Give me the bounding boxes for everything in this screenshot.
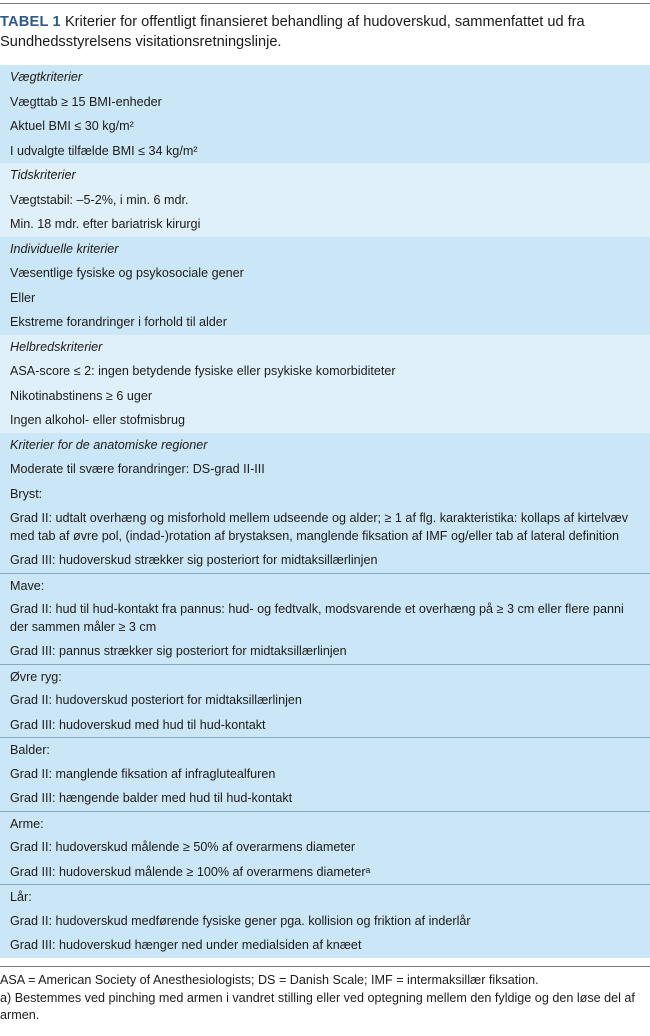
section-heading: Kriterier for de anatomiske regioner [0, 433, 650, 458]
table-row: Ekstreme forandringer i forhold til alder [0, 310, 650, 335]
table-row: Grad II: hud til hud-kontakt fra pannus: hud- og fedtvalk, modsvarende et overhæng på ≥ 3 cm eller flere panni der sammen måler ≥ 3 cm [0, 597, 650, 639]
table-row: Grad II: udtalt overhæng og misforhold mellem udseende og alder; ≥ 1 af flg. karakteristika: kollaps af kirtelvæv med tab af øvre pol, (indad-)rotation af brystaksen, manglende fiksation af IMF og/eller tab af lateral definition [0, 506, 650, 548]
table-row: Grad II: hudoverskud medførende fysiske gener pga. kollision og friktion af inderlår [0, 909, 650, 934]
section-heading: Helbredskriterier [0, 335, 650, 360]
table-row: Vægtstabil: –5-2%, i min. 6 mdr. [0, 188, 650, 213]
table-row: Grad III: hængende balder med hud til hud-kontakt [0, 786, 650, 811]
table-row: Mave: [0, 573, 650, 598]
section-heading: Vægtkriterier [0, 65, 650, 90]
footnote-a: a) Bestemmes ved pinching med armen i vandret stilling eller ved optegning mellem den fyldige og den løse del af armen. [0, 990, 635, 1022]
table-row: Moderate til svære forandringer: DS-grad II-III [0, 457, 650, 482]
table-row: I udvalgte tilfælde BMI ≤ 34 kg/m² [0, 139, 650, 164]
table-row: Grad II: hudoverskud målende ≥ 50% af overarmens diameter [0, 835, 650, 860]
section-heading: Tidskriterier [0, 163, 650, 188]
table-row: ASA-score ≤ 2: ingen betydende fysiske eller psykiske komorbiditeter [0, 359, 650, 384]
table-row: Grad III: hudoverskud strækker sig posteriort for midtaksillærlinjen [0, 548, 650, 573]
table-row: Min. 18 mdr. efter bariatrisk kirurgi [0, 212, 650, 237]
table-row: Grad III: pannus strækker sig posteriort for midtaksillærlinjen [0, 639, 650, 664]
table-row: Lår: [0, 884, 650, 909]
table-row: Aktuel BMI ≤ 30 kg/m² [0, 114, 650, 139]
table-row: Balder: [0, 737, 650, 762]
table-label: TABEL 1 [0, 14, 61, 30]
table-row: Grad II: hudoverskud posteriort for midtaksillærlinjen [0, 688, 650, 713]
table-row: Grad II: manglende fiksation af infraglutealfuren [0, 762, 650, 787]
top-rule [0, 3, 650, 4]
abbreviations-note: ASA = American Society of Anesthesiologists; DS = Danish Scale; IMF = intermaksillær fiksation. [0, 973, 539, 987]
table-row: Grad III: hudoverskud hænger ned under medialsiden af knæet [0, 933, 650, 958]
table-row: Eller [0, 286, 650, 311]
table-footnotes [0, 966, 650, 1025]
table-title: Kriterier for offentligt finansieret behandling af hudoverskud, sammenfattet ud fra Sundhedsstyrelsens visitationsretningslinje. [0, 14, 585, 50]
table-row: Arme: [0, 811, 650, 836]
table-row: Grad III: hudoverskud målende ≥ 100% af overarmens diameterᵃ [0, 860, 650, 885]
table-row: Nikotinabstinens ≥ 6 uger [0, 384, 650, 409]
section-heading: Individuelle kriterier [0, 237, 650, 262]
criteria-table [0, 65, 650, 958]
table-row: Ingen alkohol- eller stofmisbrug [0, 408, 650, 433]
table-row: Øvre ryg: [0, 664, 650, 689]
table-caption [0, 12, 640, 52]
table-row: Vægttab ≥ 15 BMI-enheder [0, 90, 650, 115]
table-row: Grad III: hudoverskud med hud til hud-kontakt [0, 713, 650, 738]
table-row: Bryst: [0, 482, 650, 507]
table-row: Væsentlige fysiske og psykosociale gener [0, 261, 650, 286]
